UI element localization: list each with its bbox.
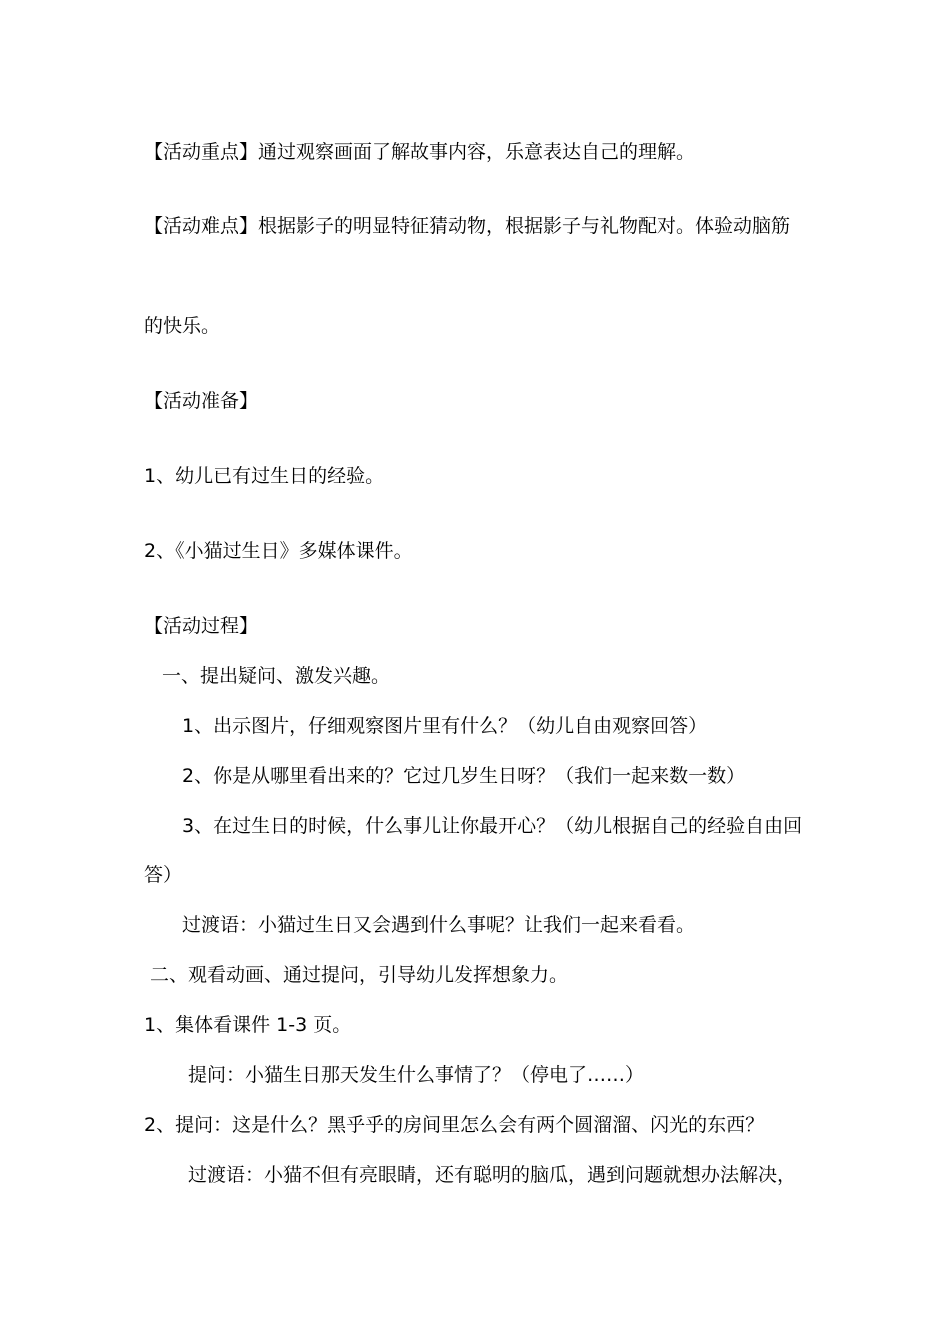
section-1-item-3: 3、在过生日的时候，什么事儿让你最开心？（幼儿根据自己的经验自由回	[182, 815, 803, 837]
preparation-item-1: 1、幼儿已有过生日的经验。	[144, 465, 385, 487]
focus-line: 【活动重点】通过观察画面了解故事内容，乐意表达自己的理解。	[144, 141, 696, 163]
difficulty-line-continued: 的快乐。	[144, 315, 221, 337]
section-1-heading: 一、提出疑问、激发兴趣。	[162, 665, 391, 687]
transition-line-2: 过渡语：小猫不但有亮眼睛，还有聪明的脑瓜，遇到问题就想办法解决，	[188, 1164, 797, 1186]
difficulty-line: 【活动难点】根据影子的明显特征猜动物，根据影子与礼物配对。体验动脑筋	[144, 215, 791, 237]
question-line-1: 提问：小猫生日那天发生什么事情了？（停电了……）	[188, 1064, 645, 1086]
section-2-item-2: 2、提问：这是什么？黑乎乎的房间里怎么会有两个圆溜溜、闪光的东西？	[144, 1114, 765, 1136]
section-1-item-3-continued: 答）	[144, 864, 183, 886]
section-2-item-1: 1、集体看课件 1-3 页。	[144, 1014, 352, 1036]
section-1-item-2: 2、你是从哪里看出来的？它过几岁生日呀？（我们一起来数一数）	[182, 765, 746, 787]
section-2-heading: 二、观看动画、通过提问，引导幼儿发挥想象力。	[150, 964, 569, 986]
preparation-heading: 【活动准备】	[144, 390, 259, 412]
section-1-item-1: 1、出示图片，仔细观察图片里有什么？（幼儿自由观察回答）	[182, 715, 708, 737]
transition-line-1: 过渡语：小猫过生日又会遇到什么事呢？让我们一起来看看。	[182, 914, 696, 936]
process-heading: 【活动过程】	[144, 615, 259, 637]
preparation-item-2: 2、《小猫过生日》多媒体课件。	[144, 540, 413, 562]
